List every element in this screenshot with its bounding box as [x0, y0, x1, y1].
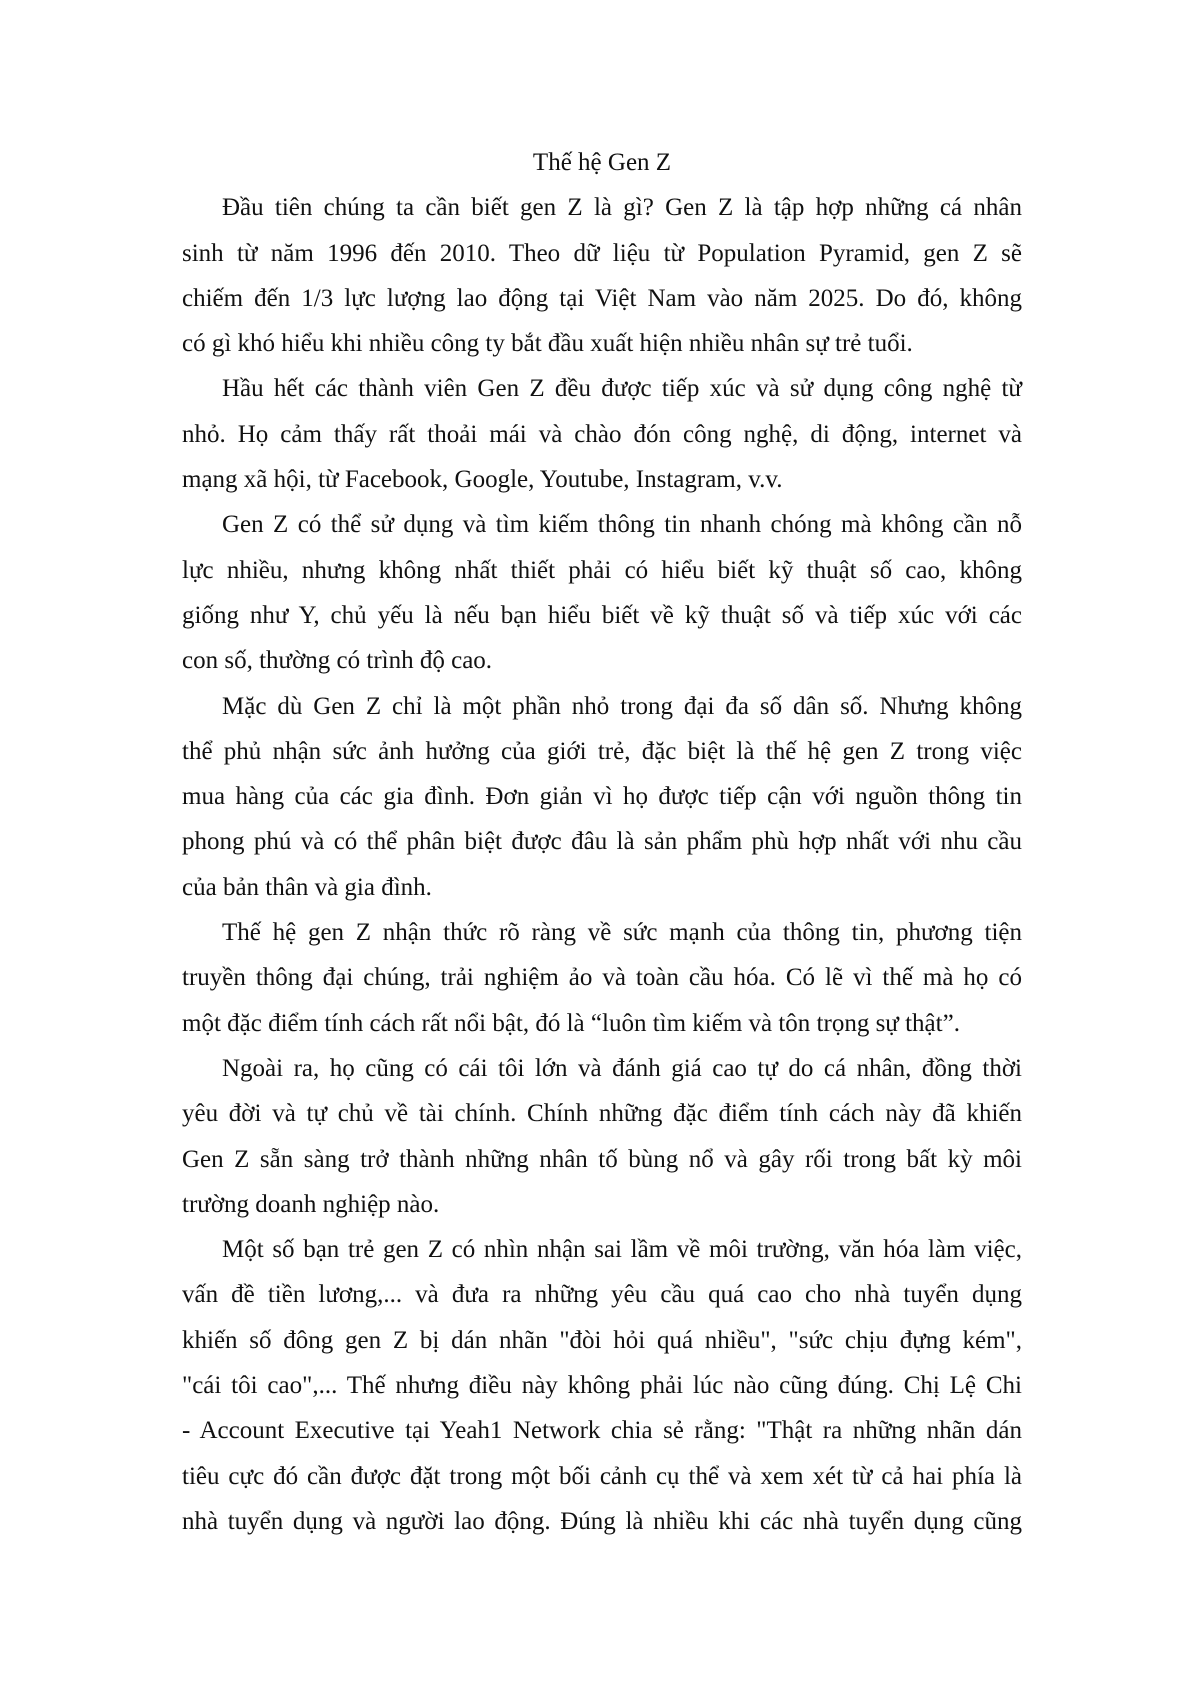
- paragraph-2: [182, 366, 1022, 502]
- paragraph-4: [182, 684, 1022, 910]
- paragraph-line: Ngoài ra, họ cũng có cái tôi lớn và đánh giá cao tự do cá nhân, đồng thời: [222, 1054, 1022, 1082]
- paragraph-line: chiếm đến 1/3 lực lượng lao động tại Việt Nam vào năm 2025. Do đó, không: [182, 284, 1022, 312]
- document-title: Thế hệ Gen Z: [532, 149, 672, 176]
- paragraph-6: [182, 1046, 1022, 1227]
- paragraph-line: Thế hệ gen Z nhận thức rõ ràng về sức mạnh của thông tin, phương tiện: [222, 919, 1022, 947]
- paragraph-line: Mặc dù Gen Z chỉ là một phần nhỏ trong đại đa số dân số. Nhưng không: [222, 692, 1022, 720]
- paragraph-line: tiêu cực đó cần được đặt trong một bối cảnh cụ thể và xem xét từ cả hai phía là: [182, 1462, 1022, 1490]
- paragraph-line: nhỏ. Họ cảm thấy rất thoải mái và chào đón công nghệ, di động, internet và: [182, 420, 1022, 448]
- paragraph-line: trường doanh nghiệp nào.: [182, 1190, 440, 1218]
- paragraph-line: khiến số đông gen Z bị dán nhãn "đòi hỏi quá nhiều", "sức chịu đựng kém",: [182, 1326, 1022, 1354]
- paragraph-line: của bản thân và gia đình.: [182, 873, 432, 901]
- paragraph-line: nhà tuyển dụng và người lao động. Đúng là nhiều khi các nhà tuyển dụng cũng: [182, 1507, 1022, 1535]
- paragraph-1: [182, 185, 1022, 366]
- paragraph-line: thể phủ nhận sức ảnh hưởng của giới trẻ, đặc biệt là thế hệ gen Z trong việc: [182, 737, 1022, 765]
- paragraph-line: truyền thông đại chúng, trải nghiệm ảo và toàn cầu hóa. Có lẽ vì thế mà họ có: [182, 964, 1022, 992]
- paragraph-7: [182, 1227, 1022, 1544]
- paragraph-3: [182, 502, 1022, 683]
- paragraph-line: Đầu tiên chúng ta cần biết gen Z là gì? Gen Z là tập hợp những cá nhân: [222, 194, 1022, 222]
- paragraph-line: một đặc điểm tính cách rất nổi bật, đó là “luôn tìm kiếm và tôn trọng sự thật”.: [182, 1009, 960, 1037]
- paragraph-line: vấn đề tiền lương,... và đưa ra những yêu cầu quá cao cho nhà tuyển dụng: [182, 1281, 1022, 1309]
- paragraph-5: [182, 910, 1022, 1046]
- paragraph-line: mua hàng của các gia đình. Đơn giản vì họ được tiếp cận với nguồn thông tin: [182, 783, 1022, 811]
- paragraph-line: Gen Z có thể sử dụng và tìm kiếm thông tin nhanh chóng mà không cần nỗ: [222, 511, 1022, 539]
- paragraph-line: Một số bạn trẻ gen Z có nhìn nhận sai lầm về môi trường, văn hóa làm việc,: [222, 1236, 1022, 1264]
- paragraph-line: giống như Y, chủ yếu là nếu bạn hiểu biết về kỹ thuật số và tiếp xúc với các: [182, 601, 1022, 629]
- paragraph-line: "cái tôi cao",... Thế nhưng điều này không phải lúc nào cũng đúng. Chị Lệ Chi: [182, 1372, 1022, 1400]
- paragraph-line: Hầu hết các thành viên Gen Z đều được tiếp xúc và sử dụng công nghệ từ: [222, 375, 1022, 403]
- paragraph-line: - Account Executive tại Yeah1 Network chia sẻ rằng: "Thật ra những nhãn dán: [182, 1417, 1022, 1445]
- paragraph-line: con số, thường có trình độ cao.: [182, 647, 493, 675]
- document-body: [182, 140, 1022, 1544]
- paragraph-line: có gì khó hiểu khi nhiều công ty bắt đầu xuất hiện nhiều nhân sự trẻ tuổi.: [182, 330, 913, 358]
- paragraph-line: lực nhiều, nhưng không nhất thiết phải có hiểu biết kỹ thuật số cao, không: [182, 556, 1022, 584]
- paragraph-line: phong phú và có thể phân biệt được đâu là sản phẩm phù hợp nhất với nhu cầu: [182, 828, 1022, 856]
- paragraph-line: sinh từ năm 1996 đến 2010. Theo dữ liệu từ Population Pyramid, gen Z sẽ: [182, 239, 1022, 267]
- paragraph-line: mạng xã hội, từ Facebook, Google, Youtube, Instagram, v.v.: [182, 466, 783, 494]
- paragraph-line: Gen Z sẵn sàng trở thành những nhân tố bùng nổ và gây rối trong bất kỳ môi: [182, 1145, 1022, 1173]
- paragraph-line: yêu đời và tự chủ về tài chính. Chính những đặc điểm tính cách này đã khiến: [182, 1100, 1022, 1128]
